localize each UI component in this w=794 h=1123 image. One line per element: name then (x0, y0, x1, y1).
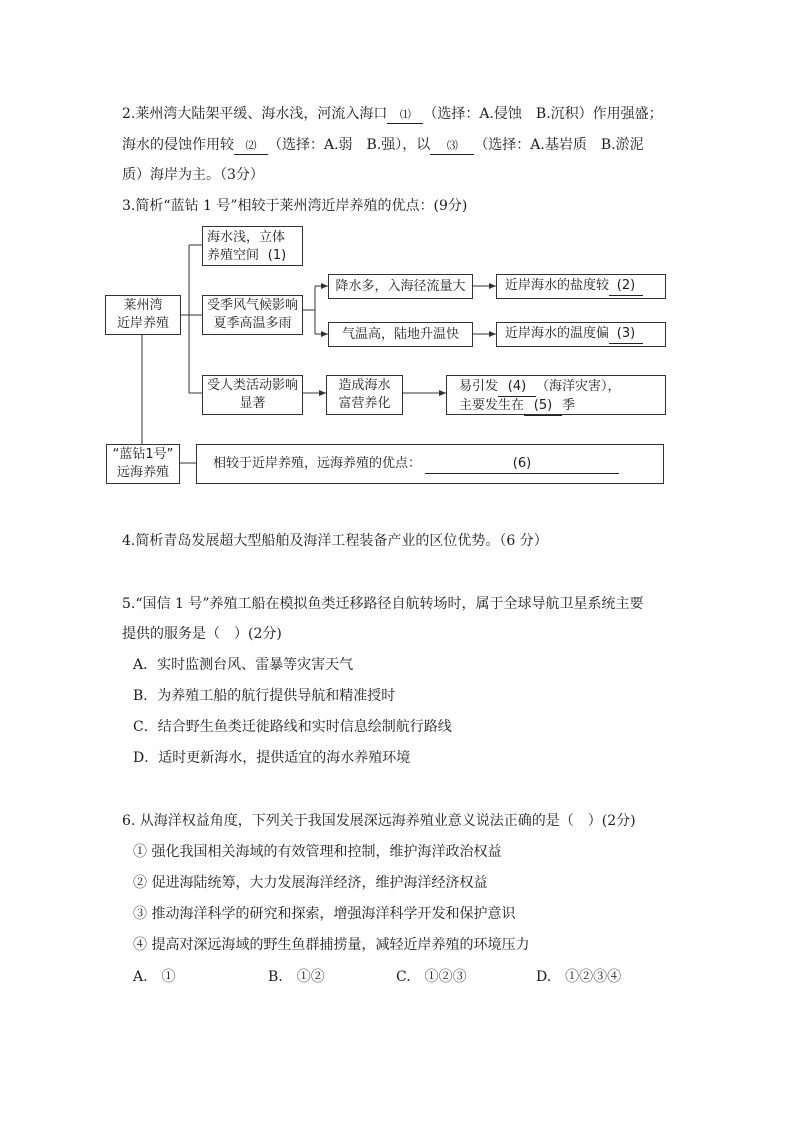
q3-title: 3.简析“蓝钻 1 号”相较于莱州湾近岸养殖的优点：(9分) (122, 198, 468, 214)
q6-item-2: ② 促进海陆统筹，大力发展海洋经济，维护海洋经济权益 (133, 875, 488, 891)
q5-option-d[interactable]: D．适时更新海水，提供适宜的海水养殖环境 (133, 750, 411, 766)
q6-item-1: ① 强化我国相关海域的有效管理和控制，维护海洋政治权益 (133, 844, 502, 860)
diagram-blank-2[interactable]: (2) (609, 277, 643, 296)
branch-human-activity: 受人类活动影响 显著 (202, 375, 303, 415)
node-precipitation: 降水多，入海径流量大 (328, 274, 473, 299)
root-node-laizhou: 莱州湾 近岸养殖 (105, 295, 181, 335)
branch-shallow-water: 海水浅，立体 养殖空间 (1) (202, 226, 303, 266)
diagram-blank-1[interactable]: (1) (259, 247, 295, 266)
node-salinity: 近岸海水的盐度较 (2) (496, 274, 666, 299)
node-eutrophication: 造成海水 富营养化 (326, 375, 403, 415)
q2-blank-1[interactable]: ⑴ (387, 107, 423, 124)
q6-choice-c[interactable]: C. ①②③ (396, 969, 467, 985)
q2-line-1: 2.莱州湾大陆架平缓、海水浅，河流入海口 ⑴ （选择：A.侵蚀 B.沉积）作用强盛； (122, 106, 663, 122)
diagram-blank-4[interactable]: (4) (498, 378, 536, 397)
q6-choice-a[interactable]: A. ① (133, 969, 176, 985)
q2-line-2: 海水的侵蚀作用较 ⑵ （选择：A.弱 B.强），以 ⑶ （选择：A.基岩质 B.淤泥 (122, 137, 644, 153)
diagram-blank-5[interactable]: (5) (524, 397, 562, 416)
node-marine-disaster: 易引发 (4) （海洋灾害）， 主要发生在 (5) 季 (446, 375, 666, 415)
node-temperature: 气温高，陆地升温快 (328, 322, 473, 347)
q2-blank-3[interactable]: ⑶ (430, 138, 474, 155)
diagram-blank-6[interactable]: (6) (425, 455, 619, 474)
q4-text: 4.简析青岛发展超大型船舶及海洋工程装备产业的区位优势。（6 分） (122, 533, 548, 549)
branch-monsoon: 受季风气候影响 夏季高温多雨 (202, 295, 303, 335)
q2-line-3: 质）海岸为主。（3分） (122, 167, 264, 183)
q6-choice-b[interactable]: B. ①② (268, 969, 325, 985)
q5-line-2: 提供的服务是（ ）(2分) (122, 626, 282, 642)
q5-option-a[interactable]: A．实时监测台风、雷暴等灾害天气 (133, 657, 354, 673)
q5-option-b[interactable]: B．为养殖工船的航行提供导航和精准授时 (133, 688, 396, 704)
node-offshore-advantages: 相较于近岸养殖，远海养殖的优点： (6) (196, 444, 664, 484)
node-lanzuan-offshore: “蓝钻1号” 远海养殖 (106, 444, 180, 484)
q6-item-4: ④ 提高对深远海域的野生鱼群捕捞量，减轻近岸养殖的环境压力 (133, 937, 530, 953)
q6-item-3: ③ 推动海洋科学的研究和探索，增强海洋科学开发和保护意识 (133, 906, 516, 922)
q6-choice-d[interactable]: D. ①②③④ (536, 969, 622, 985)
diagram-blank-3[interactable]: (3) (609, 325, 643, 344)
q5-option-c[interactable]: C．结合野生鱼类迁徙路线和实时信息绘制航行路线 (133, 719, 452, 735)
q6-stem: 6. 从海洋权益角度，下列关于我国发展深远海养殖业意义说法正确的是（ ）(2分) (122, 813, 636, 829)
q2-blank-2[interactable]: ⑵ (234, 138, 268, 155)
q5-line-1: 5.“国信 1 号”养殖工船在模拟鱼类迁移路径自航转场时，属于全球导航卫星系统主要 (122, 596, 644, 612)
node-water-temp: 近岸海水的温度偏 (3) (496, 322, 666, 347)
